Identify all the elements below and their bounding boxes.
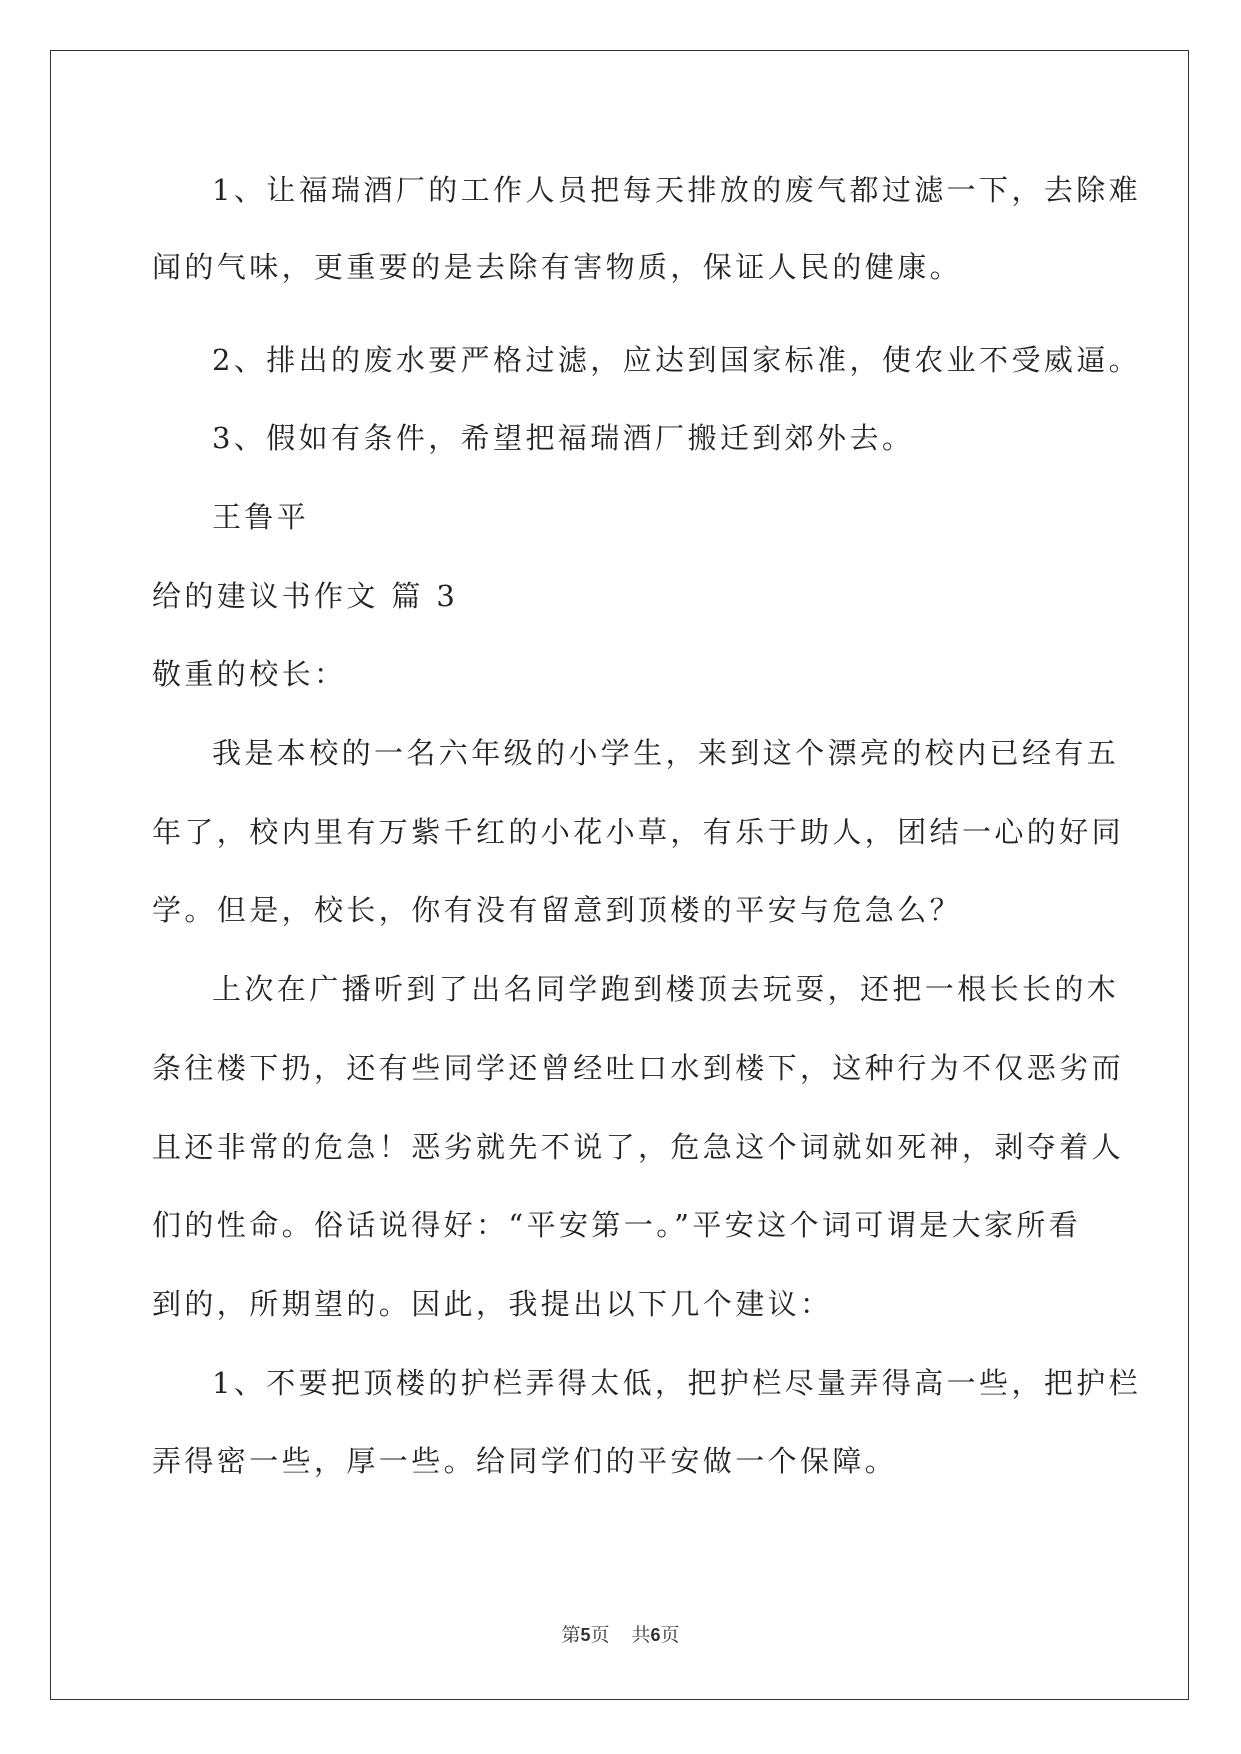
salutation: 敬重的校长： (152, 657, 347, 691)
signature-name: 王鲁平 (212, 500, 310, 534)
paragraph-line: 1、让福瑞酒厂的工作人员把每天排放的废气都过滤一下，去除难 (212, 173, 1142, 207)
page-unit: 页 (590, 1624, 610, 1646)
section-heading: 给的建议书作文 篇 3 (152, 579, 459, 613)
paragraph-line: 条往楼下扔，还有些同学还曾经吐口水到楼下，这种行为不仅恶劣而 (152, 1051, 1125, 1085)
total-unit: 页 (660, 1624, 680, 1646)
total-page-number: 6 (650, 1625, 661, 1645)
total-prefix: 共 (631, 1624, 651, 1646)
paragraph-line: 闻的气味，更重要的是去除有害物质，保证人民的健康。 (152, 250, 963, 284)
paragraph-line: 们的性命。俗话说得好：“平安第一。”平安这个词可谓是大家所看 (152, 1208, 1082, 1242)
paragraph-line: 1、不要把顶楼的护栏弄得太低，把护栏尽量弄得高一些，把护栏 (212, 1366, 1142, 1400)
page-prefix: 第 (561, 1624, 581, 1646)
paragraph-line: 我是本校的一名六年级的小学生，来到这个漂亮的校内已经有五 (212, 736, 1120, 770)
paragraph-line: 上次在广播听到了出名同学跑到楼顶去玩耍，还把一根长长的木 (212, 972, 1120, 1006)
paragraph-line: 3、假如有条件，希望把福瑞酒厂搬迁到郊外去。 (212, 421, 915, 455)
paragraph-line: 学。但是，校长，你有没有留意到顶楼的平安与危急么？ (152, 893, 963, 927)
paragraph-line: 弄得密一些，厚一些。给同学们的平安做一个保障。 (152, 1444, 898, 1478)
current-page-number: 5 (580, 1625, 591, 1645)
paragraph-line: 到的，所期望的。因此，我提出以下几个建议： (152, 1287, 833, 1321)
paragraph-line: 且还非常的危急！恶劣就先不说了，危急这个词就如死神，剥夺着人 (152, 1130, 1125, 1164)
page-footer (0, 1623, 1241, 1647)
paragraph-line: 年了，校内里有万紫千红的小花小草，有乐于助人，团结一心的好同 (152, 815, 1125, 849)
paragraph-line: 2、排出的废水要严格过滤，应达到国家标准，使农业不受威逼。 (212, 343, 1142, 377)
